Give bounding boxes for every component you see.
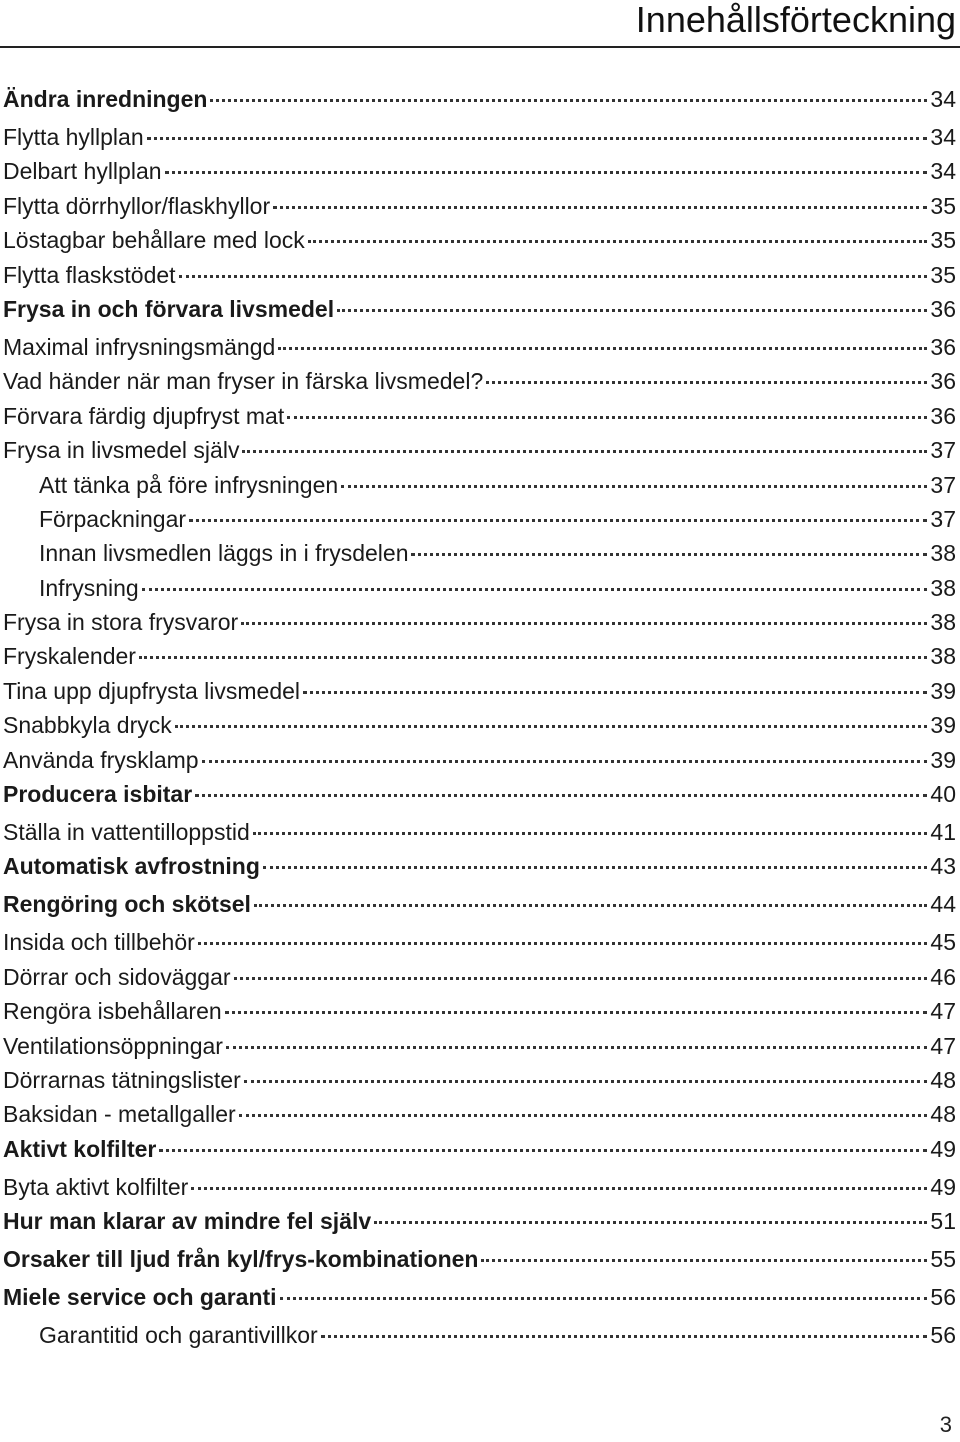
toc-section-heading — [3, 1202, 956, 1240]
dot-leader — [263, 866, 928, 869]
dot-leader — [165, 171, 928, 174]
dot-leader — [321, 1335, 928, 1338]
toc-entry-page: 56 — [930, 1284, 956, 1311]
dot-leader — [239, 1114, 928, 1117]
toc-entry-title: Producera isbitar — [3, 781, 193, 808]
toc-entry — [3, 569, 956, 603]
toc-entry — [3, 397, 956, 431]
toc-section-heading — [3, 1130, 956, 1168]
table-of-contents — [3, 80, 956, 1351]
toc-entry-page: 38 — [930, 574, 956, 601]
toc-entry — [3, 500, 956, 534]
page-number: 3 — [939, 1412, 952, 1437]
toc-entry-page: 49 — [930, 1173, 956, 1200]
dot-leader — [287, 416, 927, 419]
toc-entry-page: 40 — [930, 781, 956, 808]
toc-entry — [3, 923, 956, 957]
toc-entry — [3, 221, 956, 255]
toc-entry-title: Miele service och garanti — [3, 1284, 277, 1311]
toc-entry-title: Dörrar och sidoväggar — [3, 963, 231, 990]
toc-entry-title: Frysa in stora frysvaror — [3, 609, 239, 636]
toc-entry-page: 35 — [930, 192, 956, 219]
toc-entry — [3, 1316, 956, 1350]
toc-section-heading — [3, 80, 956, 118]
toc-entry-title: Orsaker till ljud från kyl/frys-kombinationen — [3, 1246, 479, 1273]
toc-entry-page: 41 — [930, 819, 956, 846]
dot-leader — [273, 206, 927, 209]
toc-entry-title: Rengöring och skötsel — [3, 891, 251, 918]
toc-entry-page: 47 — [930, 1032, 956, 1059]
toc-entry-title: Innan livsmedlen läggs in i frysdelen — [39, 540, 409, 567]
dot-leader — [254, 904, 927, 907]
dot-leader — [139, 656, 927, 659]
toc-entry-title: Garantitid och garantivillkor — [39, 1322, 318, 1349]
toc-entry — [3, 813, 956, 847]
toc-entry — [3, 466, 956, 500]
dot-leader — [147, 137, 928, 140]
toc-entry-page: 37 — [930, 471, 956, 498]
toc-entry — [3, 637, 956, 671]
toc-entry — [3, 1027, 956, 1061]
toc-entry-title: Aktivt kolfilter — [3, 1135, 157, 1162]
toc-entry — [3, 1061, 956, 1095]
toc-section-heading — [3, 775, 956, 813]
toc-entry-page: 38 — [930, 609, 956, 636]
toc-entry-title: Dörrarnas tätningslister — [3, 1066, 241, 1093]
toc-entry — [3, 256, 956, 290]
toc-entry-title: Delbart hyllplan — [3, 158, 162, 185]
toc-entry-title: Fryskalender — [3, 643, 136, 670]
dot-leader — [308, 240, 928, 243]
dot-leader — [191, 1187, 927, 1190]
toc-entry-page: 38 — [930, 643, 956, 670]
toc-entry-title: Flytta flaskstödet — [3, 261, 176, 288]
dot-leader — [210, 99, 927, 102]
toc-entry-page: 47 — [930, 998, 956, 1025]
toc-entry-page: 49 — [930, 1135, 956, 1162]
toc-entry-page: 38 — [930, 540, 956, 567]
toc-entry — [3, 534, 956, 568]
toc-section-heading — [3, 885, 956, 923]
toc-entry-page: 34 — [930, 124, 956, 150]
toc-entry-title: Förvara färdig djupfryst mat — [3, 402, 285, 429]
toc-entry — [3, 1168, 956, 1202]
dot-leader — [242, 450, 927, 453]
toc-entry — [3, 706, 956, 740]
toc-entry-page: 48 — [930, 1066, 956, 1093]
toc-section-heading — [3, 1240, 956, 1278]
toc-entry — [3, 603, 956, 637]
toc-entry-page: 56 — [930, 1322, 956, 1349]
toc-entry-title: Byta aktivt kolfilter — [3, 1173, 189, 1200]
dot-leader — [253, 832, 928, 835]
page-title: Innehållsförteckning — [635, 0, 956, 40]
dot-leader — [374, 1221, 927, 1224]
dot-leader — [411, 553, 927, 556]
toc-entry-page: 36 — [930, 295, 956, 322]
dot-leader — [159, 1149, 927, 1152]
toc-entry — [3, 362, 956, 396]
toc-entry-title: Snabbkyla dryck — [3, 712, 172, 739]
toc-entry-page: 45 — [930, 929, 956, 956]
dot-leader — [241, 622, 927, 625]
toc-entry-page: 35 — [930, 261, 956, 288]
dot-leader — [225, 1011, 928, 1014]
toc-entry — [3, 118, 956, 152]
toc-entry-title: Insida och tillbehör — [3, 929, 195, 956]
toc-entry-title: Förpackningar — [39, 505, 187, 532]
dot-leader — [234, 977, 928, 980]
dot-leader — [280, 1297, 928, 1300]
dot-leader — [179, 275, 928, 278]
toc-entry-title: Att tänka på före infrysningen — [39, 471, 339, 498]
toc-entry-page: 34 — [930, 86, 956, 112]
toc-entry — [3, 992, 956, 1026]
toc-entry — [3, 1095, 956, 1129]
toc-entry-title: Flytta hyllplan — [3, 124, 144, 150]
toc-entry-page: 37 — [930, 437, 956, 464]
dot-leader — [198, 942, 928, 945]
toc-entry — [3, 431, 956, 465]
dot-leader — [189, 519, 927, 522]
toc-section-heading — [3, 847, 956, 885]
toc-entry-page: 34 — [930, 158, 956, 185]
title-divider — [0, 46, 960, 48]
dot-leader — [337, 309, 927, 312]
toc-entry-page: 39 — [930, 746, 956, 773]
toc-entry-title: Frysa in livsmedel själv — [3, 437, 240, 464]
toc-entry-page: 48 — [930, 1101, 956, 1128]
toc-entry-title: Baksidan - metallgaller — [3, 1101, 236, 1128]
toc-entry-page: 37 — [930, 505, 956, 532]
toc-entry-title: Ventilationsöppningar — [3, 1032, 223, 1059]
toc-entry — [3, 958, 956, 992]
toc-entry — [3, 672, 956, 706]
toc-entry-page: 43 — [930, 853, 956, 880]
toc-entry-title: Löstagbar behållare med lock — [3, 227, 305, 254]
dot-leader — [195, 794, 927, 797]
dot-leader — [202, 760, 928, 763]
dot-leader — [175, 725, 928, 728]
dot-leader — [278, 347, 927, 350]
dot-leader — [341, 485, 927, 488]
toc-entry — [3, 741, 956, 775]
dot-leader — [303, 691, 927, 694]
toc-entry-title: Flytta dörrhyllor/flaskhyllor — [3, 192, 271, 219]
toc-entry-title: Använda frysklamp — [3, 746, 199, 773]
toc-entry — [3, 152, 956, 186]
dot-leader — [244, 1080, 928, 1083]
toc-entry-page: 44 — [930, 891, 956, 918]
toc-entry-page: 36 — [930, 368, 956, 395]
toc-entry-page: 39 — [930, 712, 956, 739]
toc-entry-title: Automatisk avfrostning — [3, 853, 260, 880]
toc-entry-title: Rengöra isbehållaren — [3, 998, 222, 1025]
dot-leader — [481, 1259, 927, 1262]
toc-entry-title: Maximal infrysningsmängd — [3, 333, 276, 360]
toc-entry-title: Ändra inredningen — [3, 86, 208, 112]
toc-entry — [3, 187, 956, 221]
toc-entry-title: Frysa in och förvara livsmedel — [3, 295, 335, 322]
toc-entry-title: Vad händer när man fryser in färska livsmedel? — [3, 368, 484, 395]
toc-entry-title: Hur man klarar av mindre fel själv — [3, 1208, 372, 1235]
toc-entry-page: 39 — [930, 677, 956, 704]
toc-section-heading — [3, 290, 956, 328]
toc-entry-page: 51 — [930, 1208, 956, 1235]
dot-leader — [226, 1046, 927, 1049]
toc-entry-title: Ställa in vattentilloppstid — [3, 819, 250, 846]
toc-entry — [3, 328, 956, 362]
toc-section-heading — [3, 1278, 956, 1316]
toc-entry-page: 35 — [930, 227, 956, 254]
toc-entry-page: 55 — [930, 1246, 956, 1273]
toc-entry-page: 36 — [930, 402, 956, 429]
toc-entry-title: Infrysning — [39, 574, 139, 601]
dot-leader — [486, 381, 927, 384]
dot-leader — [142, 588, 928, 591]
toc-entry-page: 46 — [930, 963, 956, 990]
toc-entry-page: 36 — [930, 333, 956, 360]
toc-entry-title: Tina upp djupfrysta livsmedel — [3, 677, 301, 704]
